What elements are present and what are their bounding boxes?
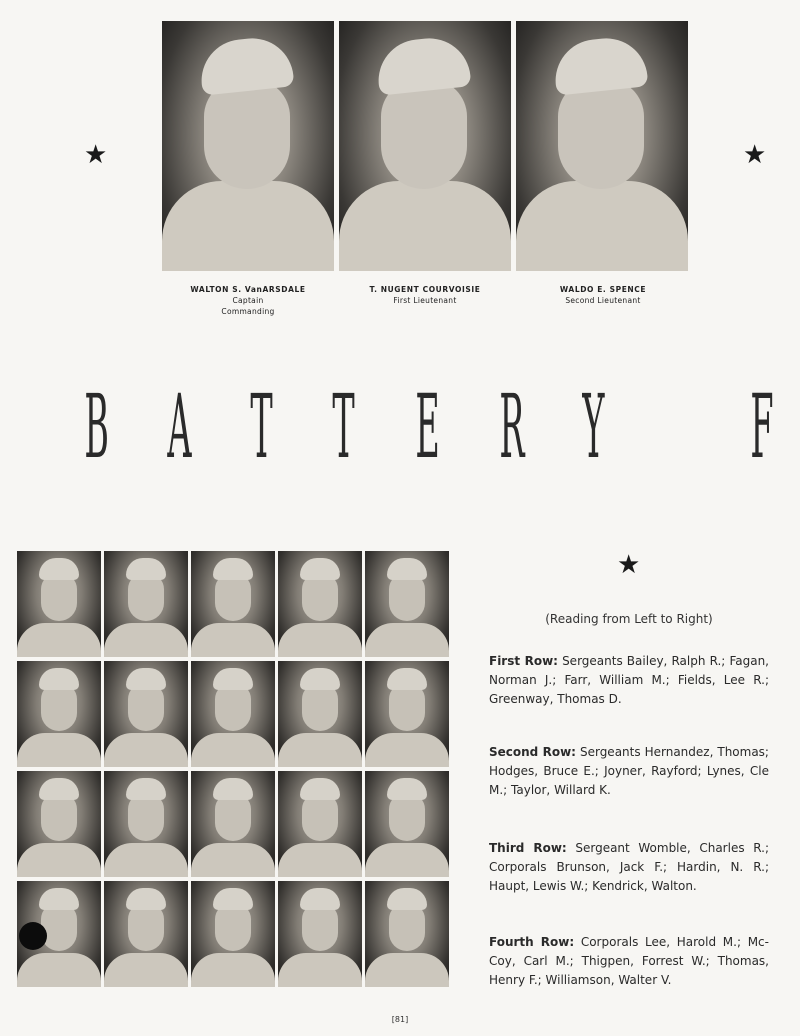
officer-rank: Captain: [232, 296, 264, 305]
portrait-photo: [104, 771, 188, 877]
portrait-photo: [17, 551, 101, 657]
officer-role: Commanding: [221, 307, 275, 316]
officer-name: WALTON S. VanARSDALE: [190, 285, 306, 294]
row-label: Fourth Row:: [489, 935, 575, 949]
officer-portrait-3: [516, 21, 688, 271]
portrait-photo: [365, 661, 449, 767]
title-letter: F: [750, 375, 774, 478]
row-label: First Row:: [489, 654, 558, 668]
officer-rank: Second Lieutenant: [565, 296, 641, 305]
officer-caption-1: [158, 284, 338, 317]
row-list-4: [489, 933, 769, 990]
portrait-photo: [17, 661, 101, 767]
portrait-photo: [191, 551, 275, 657]
reading-note: (Reading from Left to Right): [545, 612, 713, 626]
row-label: Third Row:: [489, 841, 567, 855]
officer-name: WALDO E. SPENCE: [559, 285, 647, 294]
officer-caption-2: [335, 284, 515, 306]
row-names: Corporals Lee, Harold M.; Mc-Coy, Carl M.; Thigpen, Forrest W.; Thomas, Henry F.; Williamson, Walter V.: [489, 935, 769, 987]
page-number: [81]: [391, 1015, 409, 1024]
title-letter: R: [499, 375, 525, 478]
portrait-photo: [104, 551, 188, 657]
row-label: Second Row:: [489, 745, 576, 759]
title-letter: Y: [582, 375, 605, 478]
portrait-photo: [191, 771, 275, 877]
portrait-photo: [278, 771, 362, 877]
star-icon: ★: [743, 140, 767, 170]
row-list-1: [489, 652, 769, 709]
title-letter: A: [167, 375, 192, 478]
title-letter: E: [415, 375, 440, 478]
title-letter: T: [332, 375, 355, 478]
portrait-photo: [365, 771, 449, 877]
officer-portrait-2: [339, 21, 511, 271]
portrait-photo: [104, 881, 188, 987]
officer-caption-3: [513, 284, 693, 306]
portrait-photo: [365, 551, 449, 657]
officer-portrait-1: [162, 21, 334, 271]
ink-blot: [19, 922, 47, 950]
title-letter: T: [250, 375, 273, 478]
portrait-photo: [278, 881, 362, 987]
portrait-photo: [365, 881, 449, 987]
star-icon: ★: [84, 140, 108, 170]
officer-name: T. NUGENT COURVOISIE: [369, 285, 481, 294]
portrait-photo: [278, 551, 362, 657]
portrait-photo: [278, 661, 362, 767]
row-list-2: [489, 743, 769, 800]
portrait-photo: [104, 661, 188, 767]
portrait-photo: [191, 881, 275, 987]
row-names: Sergeants Hernandez, Thomas; Hodges, Bruce E.; Joyner, Rayford; Lynes, Cle M.; Taylor, Willard K.: [489, 745, 769, 797]
portrait-photo: [191, 661, 275, 767]
officer-rank: First Lieutenant: [393, 296, 457, 305]
row-list-3: [489, 839, 769, 896]
row-names: Sergeants Bailey, Ralph R.; Fagan, Norman J.; Farr, William M.; Fields, Lee R.; Greenway, Thomas D.: [489, 654, 769, 706]
row-names: Sergeant Womble, Charles R.; Corporals Brunson, Jack F.; Hardin, N. R.; Haupt, Lewis W.; Kendrick, Walton.: [489, 841, 769, 893]
title-letter: B: [84, 375, 109, 478]
portrait-photo: [17, 771, 101, 877]
star-icon: ★: [617, 550, 641, 580]
